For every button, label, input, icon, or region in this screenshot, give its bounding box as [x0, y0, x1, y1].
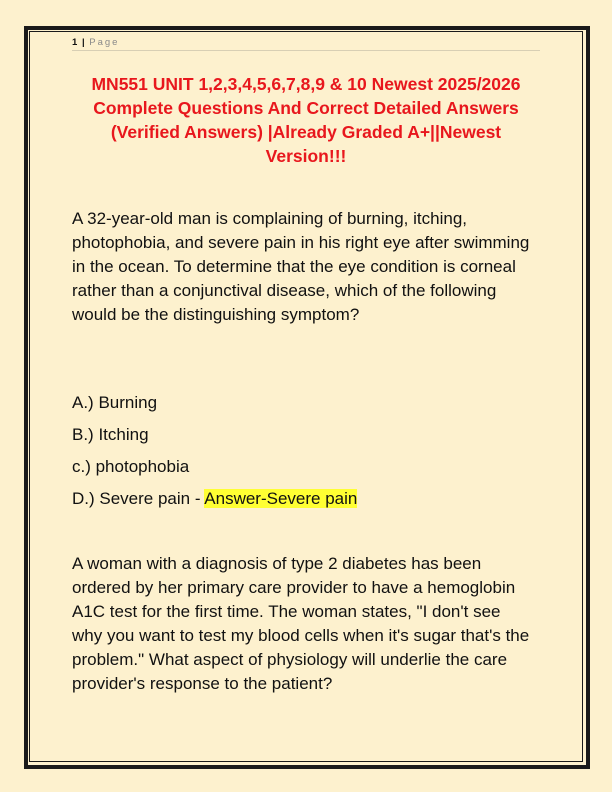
question-1-option-d-label: D.) Severe pain -	[72, 489, 205, 508]
page-separator: |	[81, 37, 85, 48]
question-1-text: A 32-year-old man is complaining of burning, itching, photophobia, and severe pain in his right eye after swimming in the ocean. To determine that the eye condition is corneal rather than a conjunctival disease, which of the following would be the distinguishing symptom?	[72, 209, 530, 324]
question-1-option-c: c.) photophobia	[72, 457, 190, 476]
document-title: MN551 UNIT 1,2,3,4,5,6,7,8,9 & 10 Newest 2025/2026 Complete Questions And Correct Detailed Answers (Verified Answers) |Already Graded A+||Newest Version!!!	[91, 74, 521, 166]
question-1-option-a: A.) Burning	[72, 393, 158, 412]
question-1-option-b: B.) Itching	[72, 425, 149, 444]
page-label: Page	[89, 37, 120, 48]
question-1-answer-highlight: Answer-Severe pain	[204, 489, 358, 508]
question-1-option-d	[72, 488, 357, 510]
page-number: 1	[72, 37, 78, 48]
question-2-text: A woman with a diagnosis of type 2 diabetes has been ordered by her primary care provider to have a hemoglobin A1C test for the first time. The woman states, "I don't see why you want to test my blood cells when it's sugar that's the problem." What aspect of physiology will underlie the care provider's response to the patient?	[72, 554, 530, 693]
page-header	[72, 36, 540, 51]
